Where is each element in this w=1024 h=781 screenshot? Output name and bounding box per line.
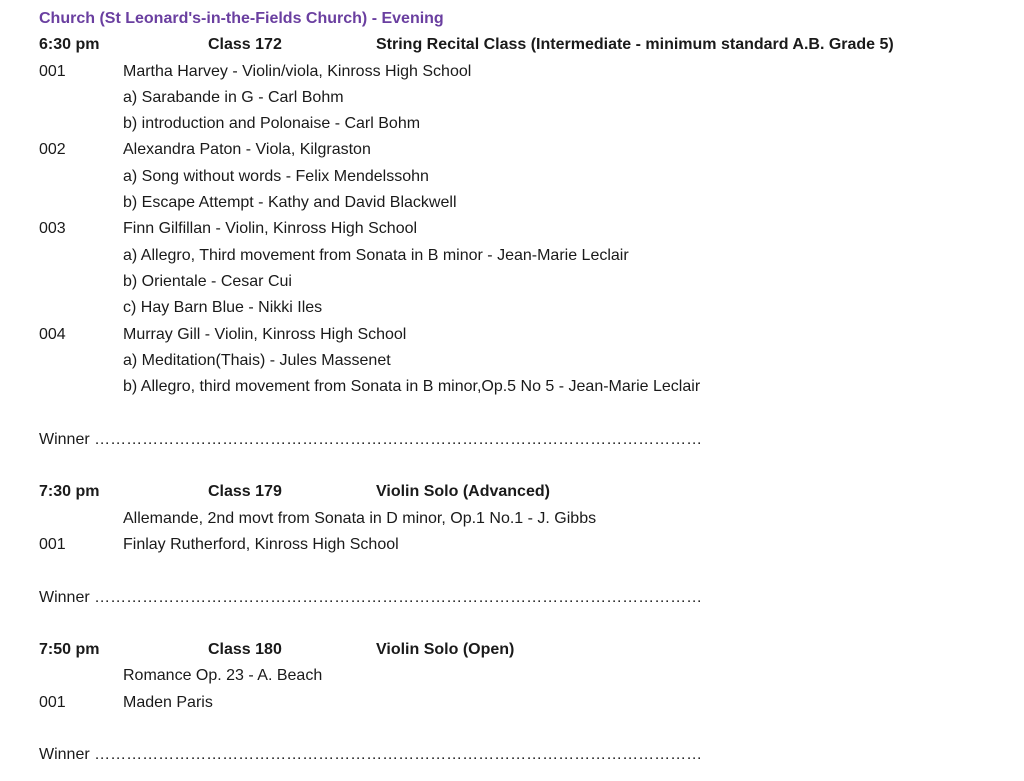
piece-text: b) Escape Attempt - Kathy and David Blackwell (123, 194, 457, 212)
piece-row (39, 348, 999, 374)
session-time: 6:30 pm (39, 36, 100, 54)
piece-row (39, 243, 999, 269)
spacer (39, 453, 999, 479)
winner-text: Winner …………………………………………………………………………………………………… (39, 430, 703, 448)
piece-text: a) Sarabande in G - Carl Bohm (123, 88, 344, 106)
session-header-class-172 (39, 32, 999, 58)
session-class: Class 172 (208, 36, 282, 54)
entry-performer: Martha Harvey - Violin/viola, Kinross High School (123, 62, 472, 80)
piece-row (39, 190, 999, 216)
piece-text: b) Orientale - Cesar Cui (123, 272, 292, 290)
winner-line (39, 427, 999, 453)
spacer (39, 716, 999, 742)
set-piece-row (39, 506, 999, 532)
session-time: 7:50 pm (39, 641, 100, 659)
spacer (39, 400, 999, 426)
piece-row (39, 374, 999, 400)
piece-row (39, 111, 999, 137)
set-piece-text: Romance Op. 23 - A. Beach (123, 667, 323, 685)
set-piece-text: Allemande, 2nd movt from Sonata in D minor, Op.1 No.1 - J. Gibbs (123, 509, 597, 527)
entry-performer: Finn Gilfillan - Violin, Kinross High School (123, 220, 418, 238)
set-piece-row (39, 663, 999, 689)
winner-line (39, 742, 999, 768)
piece-row (39, 85, 999, 111)
session-class: Class 179 (208, 483, 282, 501)
entry-number: 001 (39, 62, 66, 80)
session-title: Violin Solo (Advanced) (376, 483, 550, 501)
piece-text: a) Allegro, Third movement from Sonata in B minor - Jean-Marie Leclair (123, 246, 629, 264)
session-title: String Recital Class (Intermediate - minimum standard A.B. Grade 5) (376, 36, 894, 54)
winner-line (39, 585, 999, 611)
entry-number: 001 (39, 693, 66, 711)
piece-text: b) Allegro, third movement from Sonata in B minor,Op.5 No 5 - Jean-Marie Leclair (123, 378, 701, 396)
piece-text: b) introduction and Polonaise - Carl Bohm (123, 115, 421, 133)
session-class: Class 180 (208, 641, 282, 659)
entry-performer: Alexandra Paton - Viola, Kilgraston (123, 141, 371, 159)
piece-row (39, 295, 999, 321)
session-time: 7:30 pm (39, 483, 100, 501)
entry-row (39, 532, 999, 558)
session-header-class-179 (39, 479, 999, 505)
piece-text: c) Hay Barn Blue - Nikki Iles (123, 299, 323, 317)
piece-text: a) Song without words - Felix Mendelssohn (123, 167, 429, 185)
piece-row (39, 164, 999, 190)
entry-row (39, 322, 999, 348)
entry-row (39, 216, 999, 242)
piece-row (39, 269, 999, 295)
session-title: Violin Solo (Open) (376, 641, 515, 659)
entry-number: 002 (39, 141, 66, 159)
entry-number: 004 (39, 325, 66, 343)
entry-performer: Murray Gill - Violin, Kinross High School (123, 325, 407, 343)
entry-row (39, 137, 999, 163)
entry-performer: Finlay Rutherford, Kinross High School (123, 535, 399, 553)
venue-heading: Church (St Leonard's-in-the-Fields Church) - Evening (39, 10, 444, 27)
entry-row (39, 690, 999, 716)
spacer (39, 558, 999, 584)
entry-performer: Maden Paris (123, 693, 213, 711)
winner-text: Winner …………………………………………………………………………………………………… (39, 588, 703, 606)
programme-page (39, 6, 999, 769)
spacer (39, 611, 999, 637)
session-header-class-180 (39, 637, 999, 663)
entry-number: 003 (39, 220, 66, 238)
entry-row (39, 59, 999, 85)
entry-number: 001 (39, 535, 66, 553)
winner-text: Winner …………………………………………………………………………………………………… (39, 746, 703, 764)
piece-text: a) Meditation(Thais) - Jules Massenet (123, 351, 391, 369)
